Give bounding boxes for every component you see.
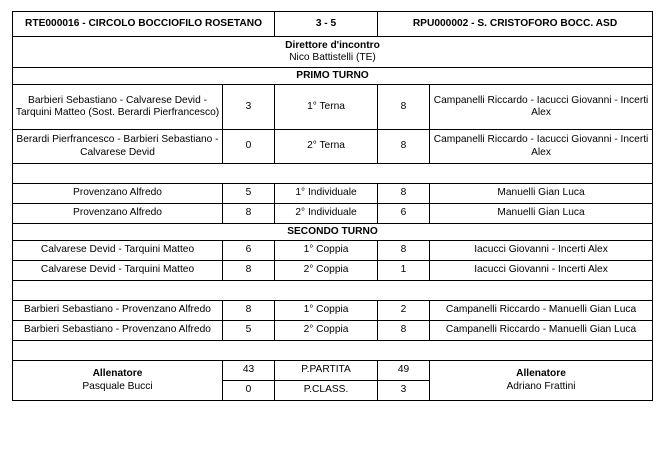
home-score: 5 xyxy=(223,184,275,204)
game-type: 2° Terna xyxy=(275,130,378,164)
table-row xyxy=(13,321,653,341)
game-type: 1° Coppia xyxy=(275,241,378,261)
footer-row-partita xyxy=(13,361,653,381)
away-players: Campanelli Riccardo - Manuelli Gian Luca xyxy=(430,301,653,321)
home-team-name: RTE000016 - CIRCOLO BOCCIOFILO ROSETANO xyxy=(13,12,275,37)
away-players: Campanelli Riccardo - Iacucci Giovanni - Incerti Alex xyxy=(430,130,653,164)
game-type: 1° Individuale xyxy=(275,184,378,204)
table-row xyxy=(13,130,653,164)
home-score: 3 xyxy=(223,85,275,130)
away-partita-points: 49 xyxy=(378,361,430,381)
home-players: Barbieri Sebastiano - Provenzano Alfredo xyxy=(13,301,223,321)
table-row xyxy=(13,184,653,204)
header-row xyxy=(13,12,653,37)
home-players: Provenzano Alfredo xyxy=(13,204,223,224)
away-score: 8 xyxy=(378,184,430,204)
match-report xyxy=(12,11,652,435)
away-score: 6 xyxy=(378,204,430,224)
spacer-row xyxy=(13,341,653,361)
spacer-row xyxy=(13,164,653,184)
home-partita-points: 43 xyxy=(223,361,275,381)
away-team-name: RPU000002 - S. CRISTOFORO BOCC. ASD xyxy=(378,12,653,37)
game-type: 2° Coppia xyxy=(275,321,378,341)
section-row-turno2 xyxy=(13,224,653,241)
away-players: Campanelli Riccardo - Iacucci Giovanni - Incerti Alex xyxy=(430,85,653,130)
director-row xyxy=(13,37,653,68)
table-row xyxy=(13,241,653,261)
director-cell xyxy=(13,37,653,68)
home-score: 8 xyxy=(223,204,275,224)
away-players: Iacucci Giovanni - Incerti Alex xyxy=(430,261,653,281)
game-type: 1° Terna xyxy=(275,85,378,130)
table-row xyxy=(13,85,653,130)
table-row xyxy=(13,204,653,224)
home-players: Provenzano Alfredo xyxy=(13,184,223,204)
home-score: 8 xyxy=(223,301,275,321)
away-score: 8 xyxy=(378,321,430,341)
home-coach-cell xyxy=(13,361,223,401)
home-players: Barbieri Sebastiano - Calvarese Devid - Tarquini Matteo (Sost. Berardi Pierfrancesco) xyxy=(13,85,223,130)
away-score: 1 xyxy=(378,261,430,281)
home-coach-label: Allenatore xyxy=(92,368,143,379)
section-title-turno2: SECONDO TURNO xyxy=(13,224,653,241)
away-score: 8 xyxy=(378,85,430,130)
section-row-turno1 xyxy=(13,68,653,85)
director-label: Direttore d'incontro xyxy=(285,39,380,51)
away-players: Manuelli Gian Luca xyxy=(430,184,653,204)
away-coach-name: Adriano Frattini xyxy=(506,380,576,392)
home-class-points: 0 xyxy=(223,381,275,401)
home-score: 5 xyxy=(223,321,275,341)
home-players: Berardi Pierfrancesco - Barbieri Sebastiano - Calvarese Devid xyxy=(13,130,223,164)
home-score: 0 xyxy=(223,130,275,164)
section-title-turno1: PRIMO TURNO xyxy=(13,68,653,85)
table-row xyxy=(13,301,653,321)
home-players: Calvarese Devid - Tarquini Matteo xyxy=(13,241,223,261)
table-row xyxy=(13,261,653,281)
home-players: Calvarese Devid - Tarquini Matteo xyxy=(13,261,223,281)
away-players: Iacucci Giovanni - Incerti Alex xyxy=(430,241,653,261)
away-players: Manuelli Gian Luca xyxy=(430,204,653,224)
spacer-row xyxy=(13,281,653,301)
class-label: P.CLASS. xyxy=(275,381,378,401)
game-type: 2° Coppia xyxy=(275,261,378,281)
away-score: 8 xyxy=(378,130,430,164)
away-players: Campanelli Riccardo - Manuelli Gian Luca xyxy=(430,321,653,341)
home-score: 8 xyxy=(223,261,275,281)
home-players: Barbieri Sebastiano - Provenzano Alfredo xyxy=(13,321,223,341)
partita-label: P.PARTITA xyxy=(275,361,378,381)
director-name: Nico Battistelli (TE) xyxy=(289,52,376,63)
away-class-points: 3 xyxy=(378,381,430,401)
away-coach-label: Allenatore xyxy=(516,368,566,379)
home-coach-name: Pasquale Bucci xyxy=(82,380,153,392)
match-score: 3 - 5 xyxy=(275,12,378,37)
home-score: 6 xyxy=(223,241,275,261)
away-coach-cell xyxy=(430,361,653,401)
match-report-table xyxy=(12,11,653,401)
game-type: 1° Coppia xyxy=(275,301,378,321)
game-type: 2° Individuale xyxy=(275,204,378,224)
away-score: 2 xyxy=(378,301,430,321)
away-score: 8 xyxy=(378,241,430,261)
